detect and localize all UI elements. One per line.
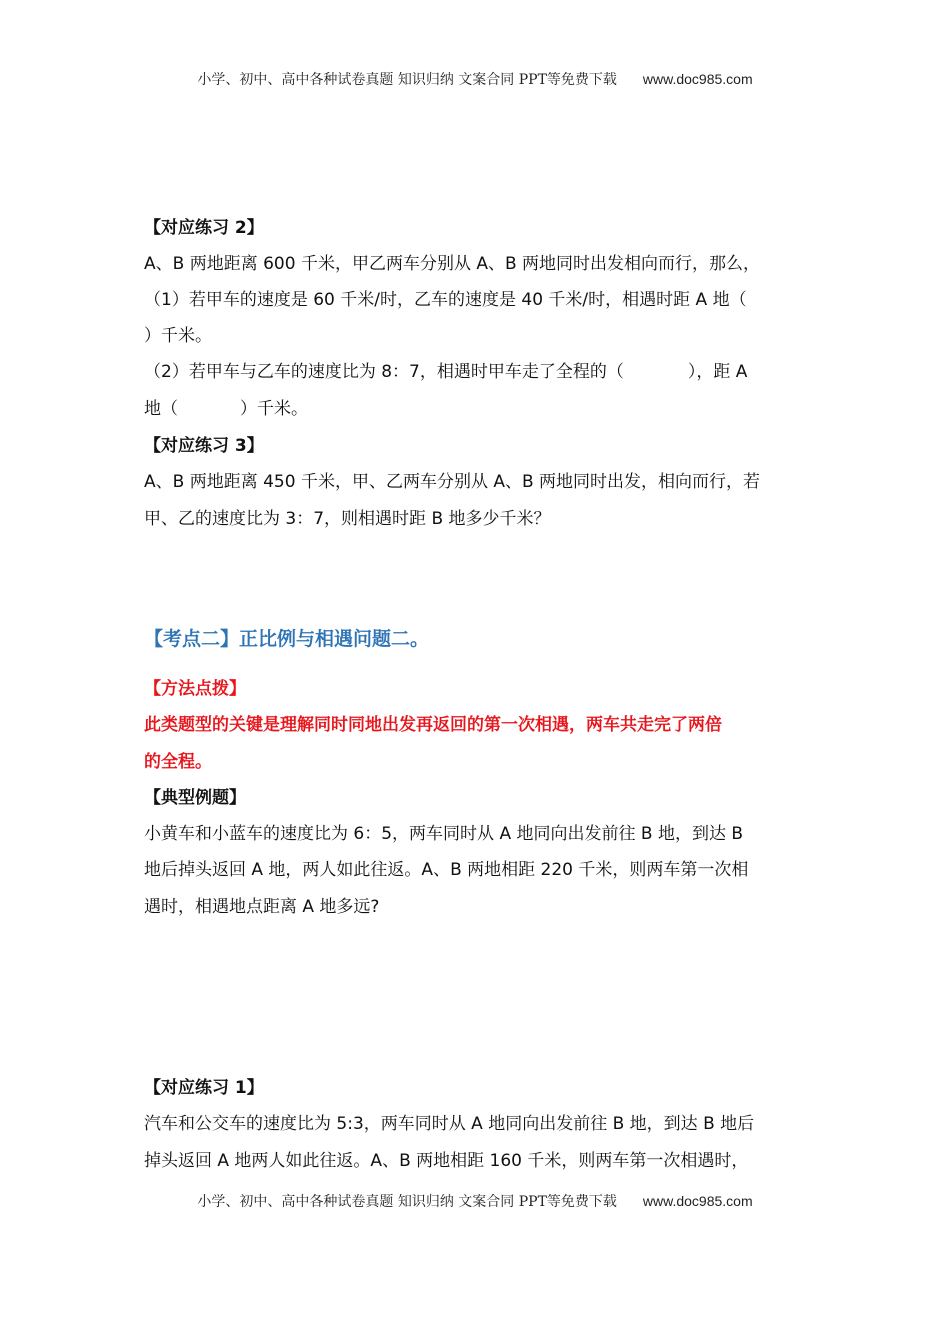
method-line2: 的全程。 <box>144 752 212 772</box>
practice2-line4 <box>144 360 747 384</box>
footer-text: 小学、初中、高中各种试卷真题 知识归纳 文案合同 PPT等免费下载 <box>197 1194 617 1210</box>
example-heading: 【典型例题】 <box>144 788 246 808</box>
practice2-heading: 【对应练习 2】 <box>144 218 264 238</box>
practice2-line4-start: （2）若甲车与乙车的速度比为 8：7，相遇时甲车走了全程的（ <box>144 362 624 382</box>
practice3-line1: A、B 两地距离 450 千米，甲、乙两车分别从 A、B 两地同时出发，相向而行，若 <box>144 472 761 492</box>
practice1-line1: 汽车和公交车的速度比为 5:3，两车同时从 A 地同向出发前往 B 地，到达 B 地后 <box>144 1114 755 1134</box>
page-footer <box>0 1191 950 1211</box>
example-line2: 地后掉头返回 A 地，两人如此往返。A、B 两地相距 220 千米，则两车第一次相 <box>144 860 749 880</box>
practice2-line1: A、B 两地距离 600 千米，甲乙两车分别从 A、B 两地同时出发相向而行，那么， <box>144 254 761 274</box>
practice2-line5 <box>144 397 308 421</box>
practice3-line2: 甲、乙的速度比为 3：7，则相遇时距 B 地多少千米？ <box>144 509 551 529</box>
practice2-line5-start: 地（ <box>144 399 178 419</box>
practice2-line2: （1）若甲车的速度是 60 千米/时，乙车的速度是 40 千米/时，相遇时距 A 地（ <box>144 290 747 310</box>
example-line1: 小黄车和小蓝车的速度比为 6：5，两车同时从 A 地同向出发前往 B 地，到达 B <box>144 824 744 844</box>
footer-url: www.doc985.com <box>642 1193 753 1209</box>
header-url: www.doc985.com <box>642 71 753 87</box>
header-text: 小学、初中、高中各种试卷真题 知识归纳 文案合同 PPT等免费下载 <box>197 72 617 88</box>
method-line1: 此类题型的关键是理解同时同地出发再返回的第一次相遇，两车共走完了两倍 <box>144 715 722 735</box>
practice2-line4-end: ），距 A <box>687 362 748 382</box>
practice2-line5-end: ）千米。 <box>240 399 308 419</box>
example-line3: 遇时，相遇地点距离 A 地多远? <box>144 897 380 917</box>
section2-title: 【考点二】正比例与相遇问题二。 <box>144 628 430 650</box>
practice3-heading: 【对应练习 3】 <box>144 436 264 456</box>
practice2-line3: ）千米。 <box>144 326 212 346</box>
method-heading: 【方法点拨】 <box>144 679 246 699</box>
practice1-heading: 【对应练习 1】 <box>144 1078 264 1098</box>
practice1-line2: 掉头返回 A 地两人如此往返。A、B 两地相距 160 千米，则两车第一次相遇时， <box>144 1151 749 1171</box>
